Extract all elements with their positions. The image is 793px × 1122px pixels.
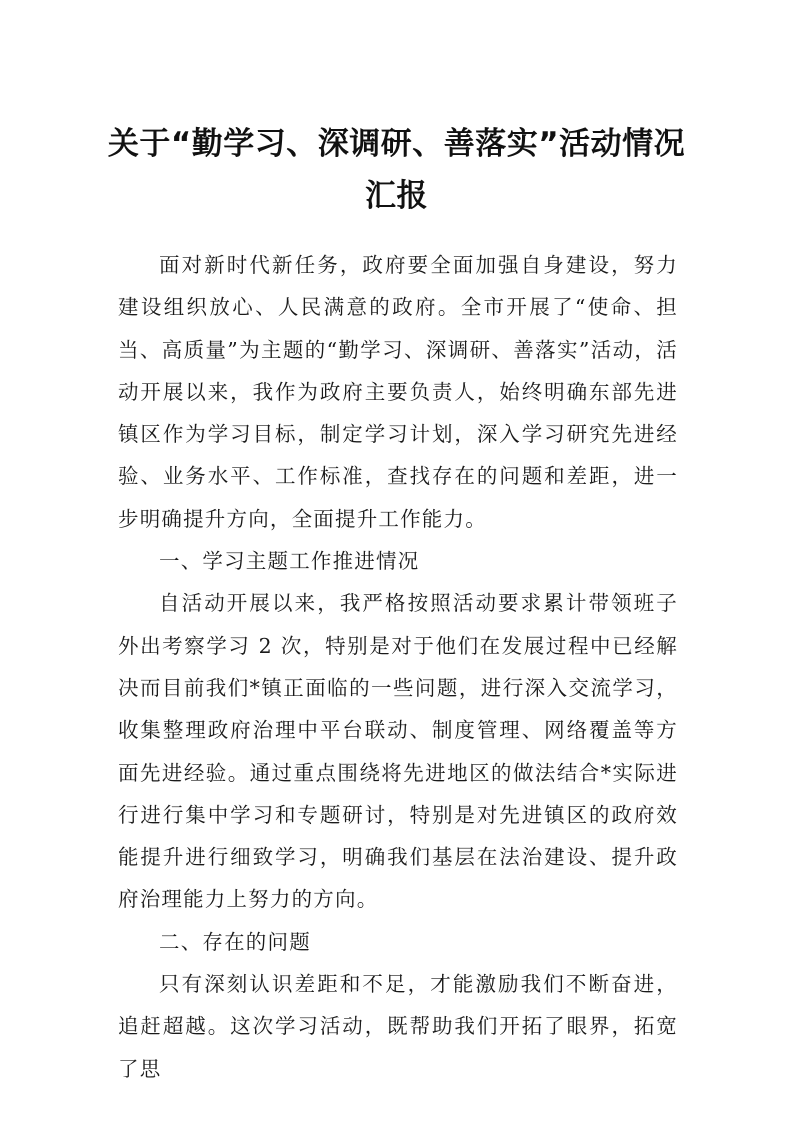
section-heading-1: 一、学习主题工作推进情况	[159, 549, 420, 574]
section-1-paragraph: 自活动开展以来，我严格按照活动要求累计带领班子外出考察学习 2 次，特别是对于他们在发展过程中已经解决而目前我们*镇正面临的一些问题，进行深入交流学习，收集整理政府治理中平台联动、制度管理、网络覆盖等方面先进经验。通过重点围绕将先进地区的做法结合*实际进行进行集中学习和专题研讨，特别是对先进镇区的政府效能提升进行细致学习，明确我们基层在法治建设、提升政府治理能力上努力的方向。	[118, 591, 678, 912]
document-body	[118, 244, 678, 1090]
intro-paragraph: 面对新时代新任务，政府要全面加强自身建设，努力建设组织放心、人民满意的政府。全市开展了“使命、担当、高质量”为主题的“勤学习、深调研、善落实”活动，活动开展以来，我作为政府主要负责人，始终明确东部先进镇区作为学习目标，制定学习计划，深入学习研究先进经验、业务水平、工作标准，查找存在的问题和差距，进一步明确提升方向，全面提升工作能力。	[118, 253, 678, 531]
section-2-paragraph: 只有深刻认识差距和不足，才能激励我们不断奋进，追赶超越。这次学习活动，既帮助我们开拓了眼界，拓宽了思	[118, 972, 678, 1081]
document-title: 关于“勤学习、深调研、善落实”活动情况汇报	[107, 126, 686, 214]
section-heading-2: 二、存在的问题	[159, 929, 311, 954]
